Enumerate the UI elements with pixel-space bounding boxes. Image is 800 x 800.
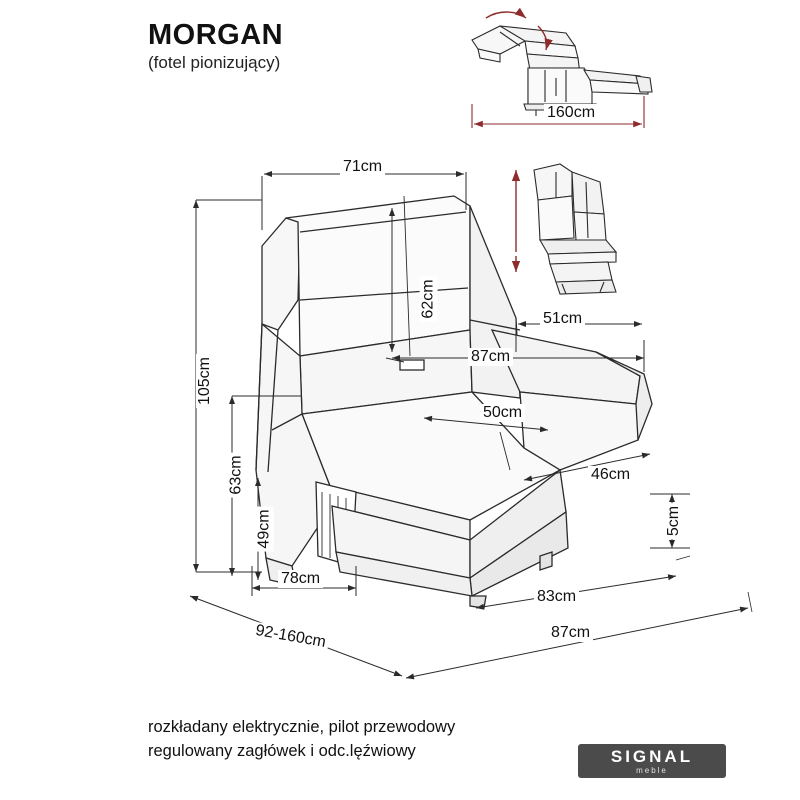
dim-label-51cm: 51cm (540, 310, 585, 328)
dim-label-63cm: 63cm (228, 452, 246, 497)
dim-label-50cm: 50cm (480, 404, 525, 422)
brand-logo-text: SIGNAL (610, 746, 694, 766)
dim-label-87cm-upper: 87cm (468, 348, 513, 366)
dim-label-49cm: 49cm (256, 506, 274, 551)
dim-label-62cm: 62cm (420, 276, 438, 321)
dim-label-105cm: 105cm (196, 354, 214, 408)
page-subtitle: (fotel pionizujący) (148, 53, 281, 73)
footer-line-1: rozkładany elektrycznie, pilot przewodowy (148, 718, 456, 736)
page-title: MORGAN (148, 19, 284, 51)
brand-logo (578, 744, 726, 778)
dim-label-160cm: 160cm (544, 104, 598, 122)
dim-label-5cm: 5cm (665, 503, 683, 539)
inset-reclined-chair (472, 26, 652, 116)
footer-line-2: regulowany zagłówek i odc.lęźwiowy (148, 741, 416, 760)
dim-label-92-160cm: 92-160cm (251, 621, 330, 652)
brand-logo-subtext: meble (636, 765, 668, 775)
dim-label-46cm: 46cm (588, 466, 633, 484)
footer-description (148, 716, 455, 764)
dim-label-87cm-bottom: 87cm (548, 624, 593, 642)
inset-lift-chair (534, 164, 616, 294)
dim-label-83cm: 83cm (534, 588, 579, 606)
dim-label-160cm-hidden-placeholder: 71cm (340, 158, 385, 176)
dim-label-78cm: 78cm (278, 570, 323, 588)
